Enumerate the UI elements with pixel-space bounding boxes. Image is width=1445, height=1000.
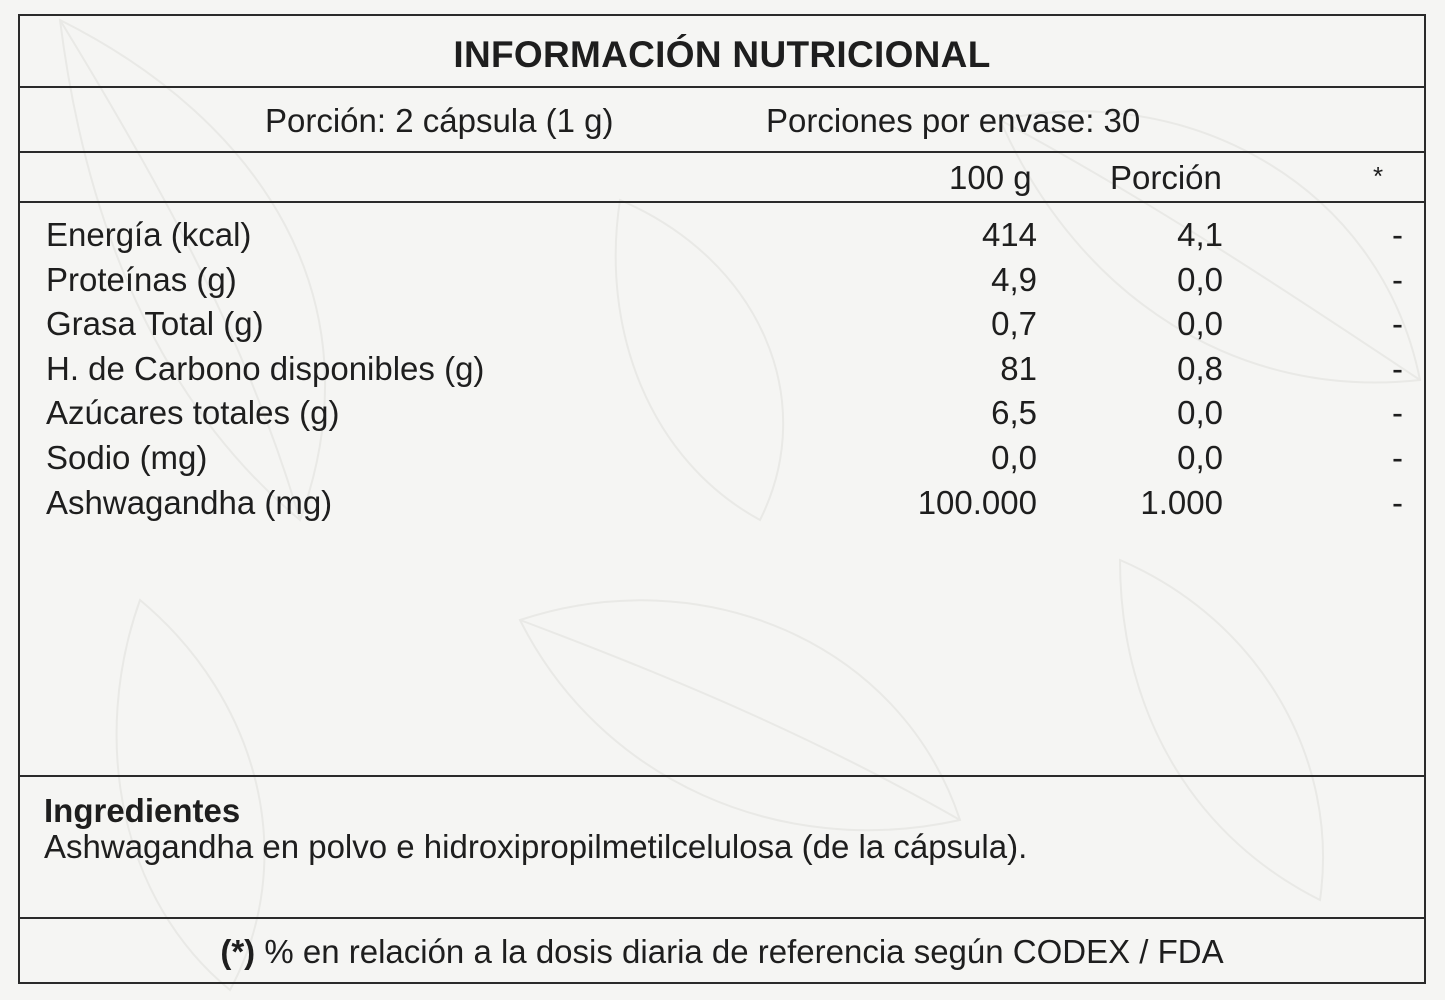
nutrient-name: Ashwagandha (mg) [46,484,333,521]
footnote-text: % en relación a la dosis diaria de referencia según CODEX / FDA [255,933,1224,970]
value-per-100g: 4,9 [991,261,1037,298]
value-daily-percent: - [1392,439,1403,476]
column-header-100g: 100 g [949,159,1032,196]
value-per-100g: 81 [1000,350,1037,387]
divider-footnote [20,917,1424,919]
value-daily-percent: - [1392,305,1403,342]
table-row [20,216,1424,260]
ingredients-text: Ashwagandha en polvo e hidroxipropilmetilcelulosa (de la cápsula). [44,828,1028,865]
column-header-serving: Porción [1110,159,1222,196]
table-row [20,394,1424,438]
value-daily-percent: - [1392,216,1403,253]
nutrient-name: Proteínas (g) [46,261,237,298]
value-daily-percent: - [1392,350,1403,387]
divider-ingredients [20,775,1424,777]
value-per-100g: 0,0 [991,439,1037,476]
divider-serving [20,151,1424,153]
ingredients-heading: Ingredientes [44,792,241,829]
value-per-serving: 0,0 [1177,394,1223,431]
table-row [20,305,1424,349]
nutrient-name: Energía (kcal) [46,216,252,253]
nutrient-name: Azúcares totales (g) [46,394,340,431]
value-daily-percent: - [1392,261,1403,298]
value-per-100g: 100.000 [917,484,1037,521]
nutrient-name: Grasa Total (g) [46,305,264,342]
value-per-serving: 0,0 [1177,261,1223,298]
value-per-100g: 414 [981,216,1037,253]
divider-column-headers [20,201,1424,203]
table-row [20,350,1424,394]
value-per-100g: 6,5 [991,394,1037,431]
nutrient-name: Sodio (mg) [46,439,208,476]
nutrient-name: H. de Carbono disponibles (g) [46,350,485,387]
value-per-100g: 0,7 [991,305,1037,342]
footnote [20,933,1424,971]
label-title: INFORMACIÓN NUTRICIONAL [453,34,991,75]
value-daily-percent: - [1392,484,1403,521]
table-row [20,484,1424,528]
nutrition-facts-panel [18,14,1426,984]
value-per-serving: 1.000 [1140,484,1223,521]
divider-title [20,86,1424,88]
table-row [20,261,1424,305]
value-per-serving: 0,8 [1177,350,1223,387]
serving-size: Porción: 2 cápsula (1 g) [265,102,614,139]
value-per-serving: 0,0 [1177,439,1223,476]
column-header-daily-value: * [1373,161,1384,191]
value-daily-percent: - [1392,394,1403,431]
servings-per-container: Porciones por envase: 30 [766,102,1141,139]
footnote-marker: (*) [220,933,256,970]
table-row [20,439,1424,483]
value-per-serving: 4,1 [1177,216,1223,253]
value-per-serving: 0,0 [1177,305,1223,342]
